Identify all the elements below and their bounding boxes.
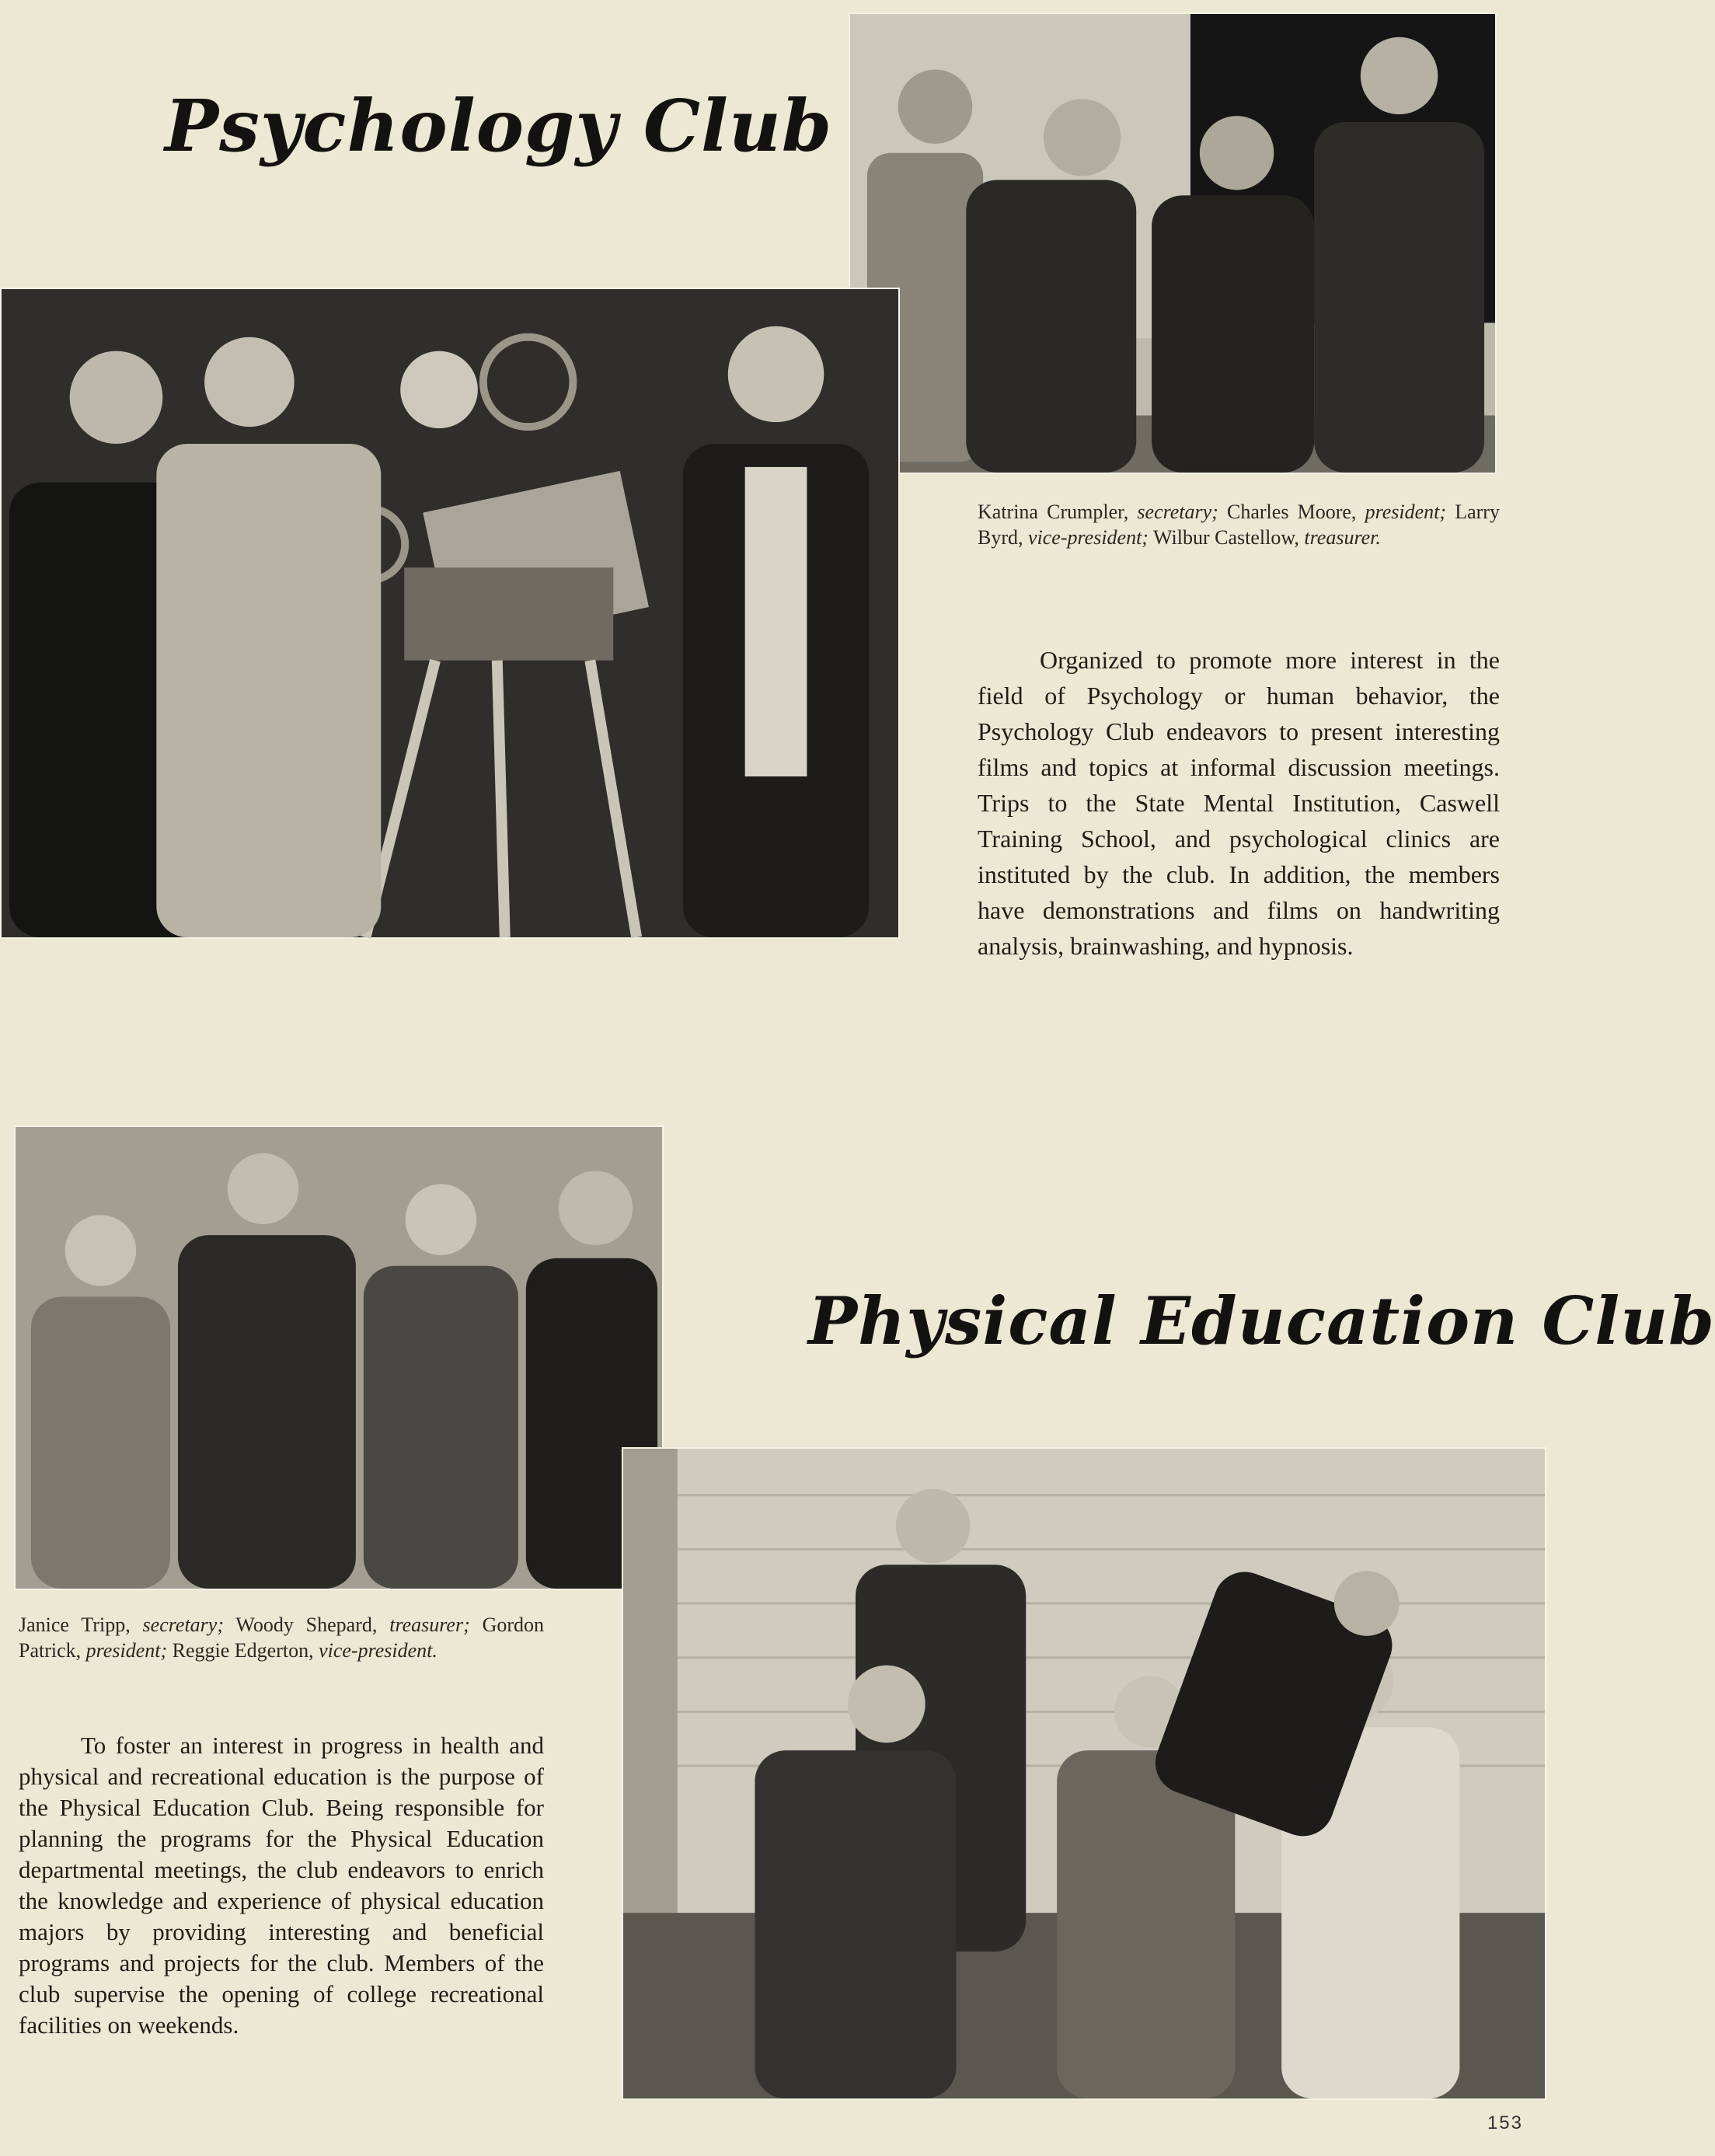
pe-officers-photo	[14, 1125, 664, 1590]
psychology-description: Organized to promote more interest in the field of Psychology or human behavior, the Psychology Club endeavors to present interesting films and topics at informal discussion meetings. Trips to the State Mental Institution, Caswell Training School, and psychological clinics are instituted by the club. In addition, the members have demonstrations and films on handwriting analysis, brainwashing, and hypnosis.	[978, 646, 1500, 960]
physical-education-club-title: Physical Education Club	[808, 1282, 1715, 1359]
pe-classroom-photo	[622, 1447, 1546, 2100]
pe-description: To foster an interest in progress in health and physical and recreational education is the purpose of the Physical Education Club. Being responsible for planning the programs for the Physical Education departmental meetings, the club endeavors to enrich the knowledge and experience of physical education majors by providing interesting and beneficial programs and projects for the club. Members of the club supervise the opening of college recreational facilities on weekends.	[19, 1732, 544, 2039]
psychology-officers-caption: Katrina Crumpler, secretary; Charles Moore, president; Larry Byrd, vice-president; Wilbur Castellow, treasurer.	[978, 501, 1500, 549]
psychology-projector-photo	[0, 288, 900, 939]
psychology-officers-photo	[849, 12, 1497, 474]
pe-officers-caption: Janice Tripp, secretary; Woody Shepard, treasurer; Gordon Patrick, president; Reggie Edgerton, vice-president.	[19, 1614, 545, 1662]
page-number: 153	[1487, 2112, 1523, 2133]
psychology-club-title: Psychology Club	[165, 84, 833, 168]
